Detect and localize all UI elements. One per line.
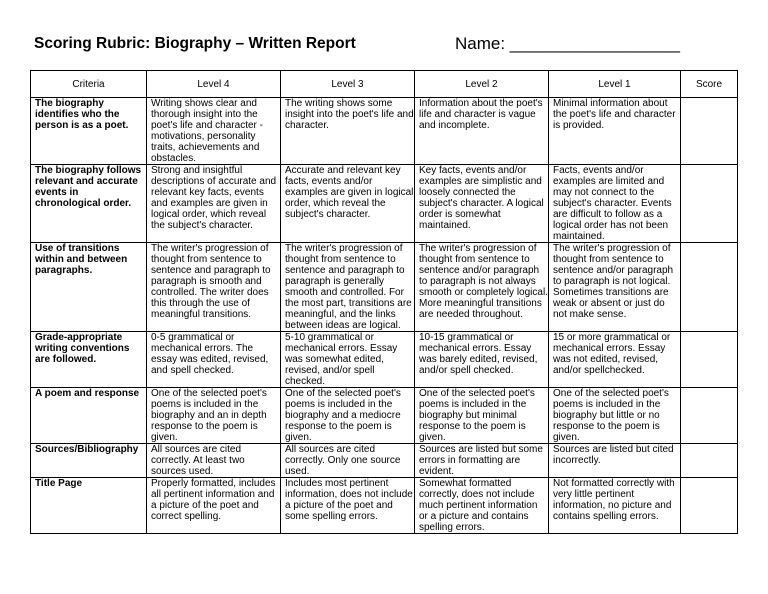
criterion-cell: Title Page bbox=[31, 478, 147, 534]
level-1-cell: Sources are listed but cited incorrectly. bbox=[549, 444, 681, 478]
level-1-cell: Minimal information about the poet's life and character is provided. bbox=[549, 98, 681, 165]
table-row bbox=[31, 165, 738, 243]
level-2-cell: One of the selected poet's poems is included in the biography but minimal response to the poem is given. bbox=[415, 388, 549, 444]
rubric-table bbox=[30, 70, 738, 534]
level-4-cell: 0-5 grammatical or mechanical errors. The essay was edited, revised, and spell checked. bbox=[147, 332, 281, 388]
level-3-cell: The writing shows some insight into the poet's life and character. bbox=[281, 98, 415, 165]
page-title: Scoring Rubric: Biography – Written Report bbox=[34, 35, 356, 52]
criterion-cell: Sources/Bibliography bbox=[31, 444, 147, 478]
header-criteria: Criteria bbox=[31, 71, 147, 98]
level-1-cell: 15 or more grammatical or mechanical errors. Essay was not edited, revised, and/or spellchecked. bbox=[549, 332, 681, 388]
score-cell[interactable] bbox=[681, 444, 738, 478]
score-cell[interactable] bbox=[681, 478, 738, 534]
criterion-cell: Grade-appropriate writing conventions are followed. bbox=[31, 332, 147, 388]
level-4-cell: Writing shows clear and thorough insight into the poet's life and character - motivations, personality traits, achievements and obstacles. bbox=[147, 98, 281, 165]
level-3-cell: Accurate and relevant key facts, events and/or examples are given in logical order, which reveal the subject's character. bbox=[281, 165, 415, 243]
header-score: Score bbox=[681, 71, 738, 98]
level-1-cell: One of the selected poet's poems is included in the biography but little or no response to the poem is given. bbox=[549, 388, 681, 444]
level-1-cell: Facts, events and/or examples are limited and may not connect to the subject's character. Events are difficult to follow as a logical order has not been maintained. bbox=[549, 165, 681, 243]
level-3-cell: All sources are cited correctly. Only one source used. bbox=[281, 444, 415, 478]
level-4-cell: The writer's progression of thought from sentence to sentence and paragraph to paragraph is smooth and controlled. The writer does this through the use of meaningful transitions. bbox=[147, 243, 281, 332]
header-level-3: Level 3 bbox=[281, 71, 415, 98]
level-4-cell: One of the selected poet's poems is included in the biography and an in depth response to the poem is given. bbox=[147, 388, 281, 444]
score-cell[interactable] bbox=[681, 332, 738, 388]
level-4-cell: Strong and insightful descriptions of accurate and relevant key facts, events and examples are given in logical order, which reveal the subject's character. bbox=[147, 165, 281, 243]
level-3-cell: 5-10 grammatical or mechanical errors. Essay was somewhat edited, revised, and/or spell checked. bbox=[281, 332, 415, 388]
level-3-cell: Includes most pertinent information, does not include a picture of the poet and some spelling errors. bbox=[281, 478, 415, 534]
table-row bbox=[31, 98, 738, 165]
level-4-cell: All sources are cited correctly. At least two sources used. bbox=[147, 444, 281, 478]
header-row bbox=[31, 71, 738, 98]
level-2-cell: Sources are listed but some errors in formatting are evident. bbox=[415, 444, 549, 478]
criterion-cell: The biography identifies who the person is as a poet. bbox=[31, 98, 147, 165]
name-field-label: Name: __________________ bbox=[455, 34, 680, 53]
table-row bbox=[31, 332, 738, 388]
header-level-2: Level 2 bbox=[415, 71, 549, 98]
level-1-cell: The writer's progression of thought from sentence to sentence and/or paragraph to paragraph is not logical. Sometimes transitions are weak or absent or just do not make sense. bbox=[549, 243, 681, 332]
level-3-cell: The writer's progression of thought from sentence to sentence and paragraph to paragraph is generally smooth and controlled. For the most part, transitions are meaningful, and the links between ideas are logical. bbox=[281, 243, 415, 332]
level-2-cell: Key facts, events and/or examples are simplistic and loosely connected the subject's character. A logical order is somewhat maintained. bbox=[415, 165, 549, 243]
score-cell[interactable] bbox=[681, 243, 738, 332]
header-level-4: Level 4 bbox=[147, 71, 281, 98]
table-row bbox=[31, 478, 738, 534]
score-cell[interactable] bbox=[681, 165, 738, 243]
level-2-cell: Information about the poet's life and character is vague and incomplete. bbox=[415, 98, 549, 165]
table-row bbox=[31, 444, 738, 478]
criterion-cell: Use of transitions within and between paragraphs. bbox=[31, 243, 147, 332]
level-1-cell: Not formatted correctly with very little pertinent information, no picture and contains spelling errors. bbox=[549, 478, 681, 534]
score-cell[interactable] bbox=[681, 98, 738, 165]
criterion-cell: The biography follows relevant and accurate events in chronological order. bbox=[31, 165, 147, 243]
level-2-cell: The writer's progression of thought from sentence to sentence and/or paragraph to paragraph is not always smooth or completely logical. More meaningful transitions are needed throughout. bbox=[415, 243, 549, 332]
score-cell[interactable] bbox=[681, 388, 738, 444]
criterion-cell: A poem and response bbox=[31, 388, 147, 444]
level-3-cell: One of the selected poet's poems is included in the biography and a mediocre response to the poem is given. bbox=[281, 388, 415, 444]
header-level-1: Level 1 bbox=[549, 71, 681, 98]
level-2-cell: Somewhat formatted correctly, does not include much pertinent information or a picture and contains spelling errors. bbox=[415, 478, 549, 534]
table-row bbox=[31, 388, 738, 444]
table-row bbox=[31, 243, 738, 332]
level-4-cell: Properly formatted, includes all pertinent information and a picture of the poet and correct spelling. bbox=[147, 478, 281, 534]
level-2-cell: 10-15 grammatical or mechanical errors. Essay was barely edited, revised, and/or spell checked. bbox=[415, 332, 549, 388]
